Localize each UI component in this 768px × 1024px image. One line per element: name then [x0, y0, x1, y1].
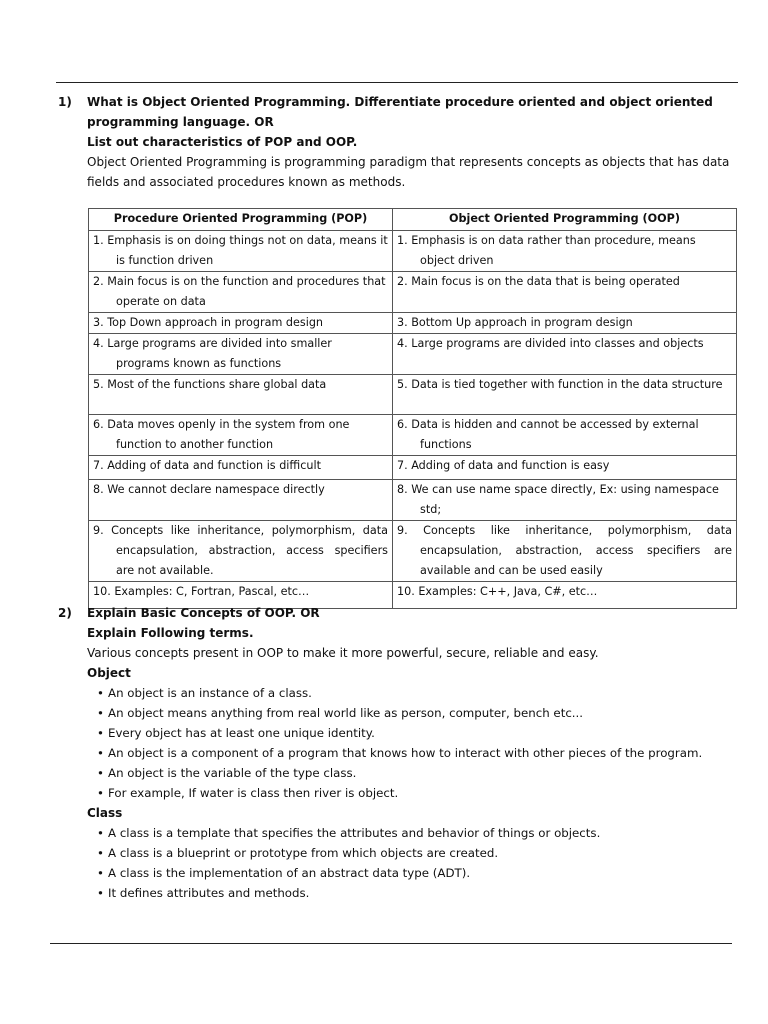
table-row	[89, 521, 737, 582]
question-number: 2)	[58, 606, 72, 620]
table-row	[89, 231, 737, 272]
footer-rule	[50, 943, 732, 944]
table-row	[89, 415, 737, 456]
table-cell: 1. Emphasis is on doing things not on data, means it is function driven	[89, 231, 393, 272]
list-item: • An object is an instance of a class.	[97, 683, 738, 703]
question-body	[87, 603, 738, 903]
table-cell: 6. Data moves openly in the system from one function to another function	[89, 415, 393, 456]
table-cell: 4. Large programs are divided into classes and objects	[393, 334, 737, 375]
question-1	[58, 92, 738, 192]
table-cell: 7. Adding of data and function is easy	[393, 456, 737, 480]
question-2	[58, 603, 738, 903]
question-intro: Object Oriented Programming is programming paradigm that represents concepts as objects that has data fields and associated procedures known as methods.	[87, 155, 730, 189]
section-title-object: Object	[87, 666, 131, 680]
table-cell: 9. Concepts like inheritance, polymorphism, data encapsulation, abstraction, access specifiers are not available.	[89, 521, 393, 582]
table-cell: 10. Examples: C, Fortran, Pascal, etc…	[89, 582, 393, 609]
list-item: • A class is a blueprint or prototype from which objects are created.	[97, 843, 738, 863]
question-heading: Explain Basic Concepts of OOP. OR	[87, 606, 320, 620]
object-bullet-list	[87, 683, 738, 803]
column-header-pop: Procedure Oriented Programming (POP)	[89, 209, 393, 231]
list-item: • A class is a template that specifies the attributes and behavior of things or objects.	[97, 823, 738, 843]
class-bullet-list	[87, 823, 738, 903]
list-item: • Every object has at least one unique identity.	[97, 723, 738, 743]
list-item: • An object is a component of a program that knows how to interact with other pieces of the program.	[97, 743, 738, 763]
table-row	[89, 456, 737, 480]
list-item: • An object means anything from real world like as person, computer, bench etc...	[97, 703, 738, 723]
table-row	[89, 480, 737, 521]
question-body	[87, 92, 738, 192]
column-header-oop: Object Oriented Programming (OOP)	[393, 209, 737, 231]
table-cell: 9. Concepts like inheritance, polymorphism, data encapsulation, abstraction, access specifiers are available and can be used easily	[393, 521, 737, 582]
list-item: • It defines attributes and methods.	[97, 883, 738, 903]
question-heading: What is Object Oriented Programming. Differentiate procedure oriented and object oriented	[87, 95, 713, 109]
question-heading: programming language. OR	[87, 115, 274, 129]
question-heading: List out characteristics of POP and OOP.	[87, 135, 358, 149]
pop-vs-oop-table	[88, 208, 737, 609]
section-title-class: Class	[87, 806, 123, 820]
question-intro: Various concepts present in OOP to make it more powerful, secure, reliable and easy.	[87, 646, 599, 660]
list-item: • For example, If water is class then river is object.	[97, 783, 738, 803]
table-cell: 6. Data is hidden and cannot be accessed by external functions	[393, 415, 737, 456]
table-cell: 2. Main focus is on the data that is being operated	[393, 272, 737, 313]
table-row	[89, 272, 737, 313]
table-cell: 4. Large programs are divided into smaller programs known as functions	[89, 334, 393, 375]
table-cell: 1. Emphasis is on data rather than procedure, means object driven	[393, 231, 737, 272]
table-header-row	[89, 209, 737, 231]
table-cell: 8. We cannot declare namespace directly	[89, 480, 393, 521]
table-cell: 5. Most of the functions share global data	[89, 375, 393, 415]
table-cell: 2. Main focus is on the function and procedures that operate on data	[89, 272, 393, 313]
table-cell: 7. Adding of data and function is difficult	[89, 456, 393, 480]
table-cell: 3. Top Down approach in program design	[89, 313, 393, 334]
table-cell: 3. Bottom Up approach in program design	[393, 313, 737, 334]
question-number: 1)	[58, 95, 72, 109]
table-cell: 10. Examples: C++, Java, C#, etc…	[393, 582, 737, 609]
table-cell: 8. We can use name space directly, Ex: using namespace std;	[393, 480, 737, 521]
list-item: • A class is the implementation of an abstract data type (ADT).	[97, 863, 738, 883]
question-heading: Explain Following terms.	[87, 626, 254, 640]
header-rule	[56, 82, 738, 83]
table-row	[89, 375, 737, 415]
table-cell: 5. Data is tied together with function in the data structure	[393, 375, 737, 415]
table-row	[89, 313, 737, 334]
table-row	[89, 334, 737, 375]
list-item: • An object is the variable of the type class.	[97, 763, 738, 783]
